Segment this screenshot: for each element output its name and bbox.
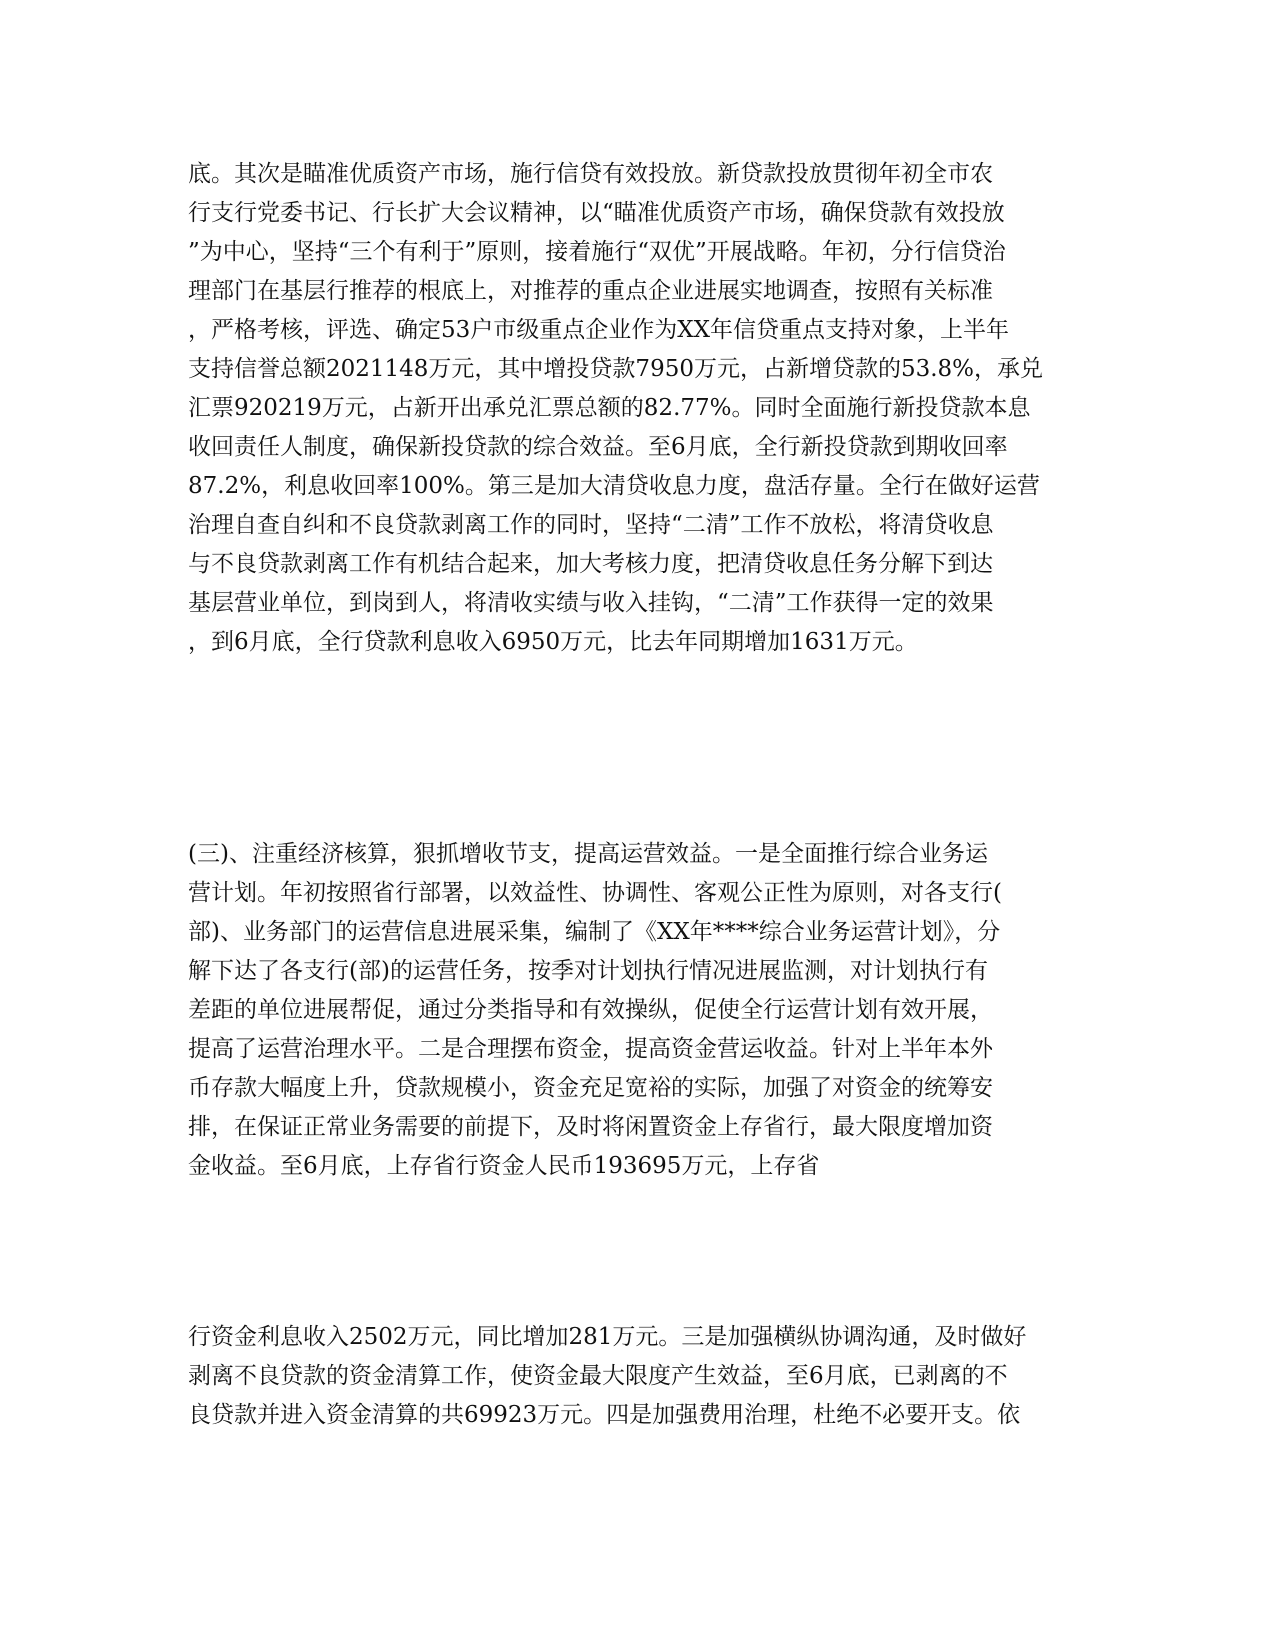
text-line: 提高了运营治理水平。二是合理摆布资金，提高资金营运收益。针对上半年本外 [188,1036,993,1062]
text-line: 金收益。至6月底，上存省行资金人民币193695万元，上存省 [188,1153,820,1179]
text-line: (三)、注重经济核算，狠抓增收节支，提高运营效益。一是全面推行综合业务运 [188,841,988,867]
text-line: 良贷款并进入资金清算的共69923万元。四是加强费用治理，杜绝不必要开支。依 [188,1402,1021,1428]
paragraph-continuation [188,1318,1068,1435]
text-line: 剥离不良贷款的资金清算工作，使资金最大限度产生效益，至6月底，已剥离的不 [188,1363,1008,1389]
paragraph-economic-accounting [188,835,1068,1186]
text-line: 底。其次是瞄准优质资产市场，施行信贷有效投放。新贷款投放贯彻年初全市农 [188,161,993,187]
text-line: 87.2%，利息收回率100%。第三是加大清贷收息力度，盘活存量。全行在做好运营 [188,473,1040,499]
text-line: 支持信誉总额2021148万元，其中增投贷款7950万元，占新增贷款的53.8%，承兑 [188,356,1044,382]
text-line: 币存款大幅度上升，贷款规模小，资金充足宽裕的实际，加强了对资金的统筹安 [188,1075,993,1101]
text-line: 理部门在基层行推荐的根底上，对推荐的重点企业进展实地调查，按照有关标准 [188,278,993,304]
paragraph-loan-investment [188,155,1068,662]
text-line: ”为中心，坚持“三个有利于”原则，接着施行“双优”开展战略。年初，分行信贷治 [188,239,1006,265]
text-line: ，到6月底，全行贷款利息收入6950万元，比去年同期增加1631万元。 [188,629,918,655]
text-line: 营计划。年初按照省行部署，以效益性、协调性、客观公正性为原则，对各支行( [188,880,1002,906]
text-line: 收回责任人制度，确保新投贷款的综合效益。至6月底，全行新投贷款到期收回率 [188,434,1008,460]
text-line: 与不良贷款剥离工作有机结合起来，加大考核力度，把清贷收息任务分解下到达 [188,551,993,577]
text-line: 排，在保证正常业务需要的前提下，及时将闲置资金上存省行，最大限度增加资 [188,1114,993,1140]
text-line: 治理自查自纠和不良贷款剥离工作的同时，坚持“二清”工作不放松，将清贷收息 [188,512,994,538]
text-line: 部)、业务部门的运营信息进展采集，编制了《XX年****综合业务运营计划》，分 [188,919,1001,945]
text-line: ，严格考核，评选、确定53户市级重点企业作为XX年信贷重点支持对象，上半年 [188,317,1010,343]
text-line: 基层营业单位，到岗到人，将清收实绩与收入挂钩，“二清”工作获得一定的效果 [188,590,994,616]
text-line: 行支行党委书记、行长扩大会议精神，以“瞄准优质资产市场，确保贷款有效投放 [188,200,1005,226]
text-line: 解下达了各支行(部)的运营任务，按季对计划执行情况进展监测，对计划执行有 [188,958,988,984]
text-line: 差距的单位进展帮促，通过分类指导和有效操纵，促使全行运营计划有效开展， [188,997,993,1023]
text-line: 行资金利息收入2502万元，同比增加281万元。三是加强横纵协调沟通，及时做好 [188,1324,1027,1350]
text-line: 汇票920219万元，占新开出承兑汇票总额的82.77%。同时全面施行新投贷款本息 [188,395,1031,421]
